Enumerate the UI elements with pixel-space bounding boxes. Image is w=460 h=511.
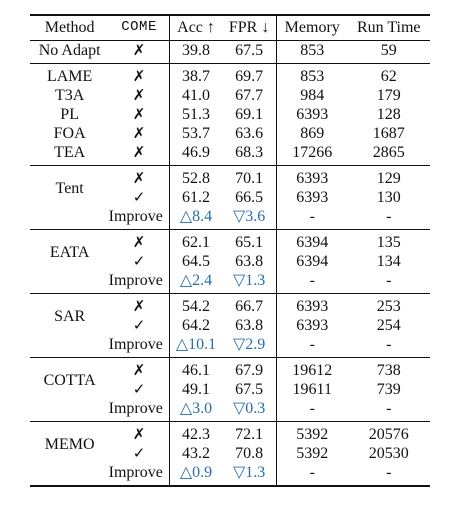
- method-cell-tent: Tent: [30, 166, 109, 208]
- acc-cell: 42.3: [169, 422, 222, 445]
- acc-cell: 62.1: [169, 230, 222, 253]
- table-row-tent-base: [30, 166, 430, 189]
- fpr-improve-cell: ▽1.3: [232, 272, 266, 289]
- table-row-tea: [30, 143, 430, 166]
- memory-cell: -: [276, 271, 347, 294]
- memory-cell: 869: [276, 124, 347, 143]
- acc-cell: 49.1: [169, 380, 222, 399]
- fpr-cell: 66.7: [222, 294, 276, 317]
- runtime-cell: 253: [347, 294, 430, 317]
- fpr-cell: 63.8: [235, 253, 264, 270]
- memory-cell: 19612: [276, 358, 347, 381]
- acc-cell: 43.2: [169, 444, 222, 463]
- runtime-cell: 62: [347, 64, 430, 87]
- come-cell: ✗: [132, 105, 146, 123]
- come-cell: ✗: [109, 294, 169, 317]
- runtime-cell: 134: [376, 253, 401, 270]
- runtime-cell: 739: [376, 381, 401, 398]
- acc-cell: 39.8: [169, 41, 222, 64]
- table-row-eata-base: [30, 230, 430, 253]
- runtime-cell: -: [386, 272, 392, 289]
- acc-cell: 46.1: [169, 358, 222, 381]
- runtime-cell: -: [386, 400, 392, 417]
- acc-cell: 61.2: [169, 188, 222, 207]
- memory-cell: 6393: [276, 294, 347, 317]
- fpr-improve-cell: ▽2.9: [232, 336, 266, 353]
- fpr-cell: 65.1: [222, 230, 276, 253]
- table-row-pl: [30, 105, 430, 124]
- runtime-cell: -: [386, 208, 392, 225]
- fpr-cell: 70.8: [235, 445, 264, 462]
- improve-label: Improve: [30, 463, 169, 486]
- runtime-cell: 20530: [368, 445, 409, 462]
- memory-cell: 5392: [276, 422, 347, 445]
- fpr-cell: 67.9: [222, 358, 276, 381]
- table-row-no-adapt: [30, 41, 430, 64]
- memory-cell: 6394: [276, 252, 347, 271]
- header-acc: Acc ↑: [169, 15, 222, 41]
- memory-cell: 6393: [276, 105, 347, 124]
- acc-improve-cell: △0.9: [169, 463, 222, 486]
- memory-cell: 6393: [276, 166, 347, 189]
- runtime-cell: 254: [376, 317, 401, 334]
- memory-cell: -: [276, 207, 347, 230]
- memory-cell: 6393: [276, 316, 347, 335]
- improve-label: Improve: [108, 272, 163, 289]
- improve-label: Improve: [108, 208, 163, 225]
- table-row-foa: [30, 124, 430, 143]
- acc-improve-cell: △10.1: [169, 335, 222, 358]
- method-cell: PL: [60, 106, 79, 123]
- come-cell: ✗: [109, 358, 169, 381]
- runtime-cell: 2865: [372, 144, 405, 161]
- fpr-cell: 70.1: [222, 166, 276, 189]
- table-row-cotta-improve: [30, 399, 430, 422]
- fpr-cell: 69.7: [222, 64, 276, 87]
- method-cell-memo: MEMO: [30, 422, 109, 464]
- runtime-cell: 128: [376, 106, 401, 123]
- table-row-cotta-base: [30, 358, 430, 381]
- table-row-tent-improve: [30, 207, 430, 230]
- memory-cell: 984: [276, 86, 347, 105]
- come-cell: ✗: [132, 86, 146, 104]
- acc-cell: 41.0: [169, 86, 222, 105]
- table-row-sar-improve: [30, 335, 430, 358]
- memory-cell: 19611: [276, 380, 347, 399]
- method-cell: T3A: [54, 87, 85, 104]
- acc-cell: 52.8: [169, 166, 222, 189]
- runtime-cell: 20576: [347, 422, 430, 445]
- fpr-improve-cell: ▽1.3: [222, 463, 276, 486]
- runtime-cell: 130: [376, 189, 401, 206]
- method-cell: TEA: [54, 144, 86, 161]
- runtime-cell: 129: [347, 166, 430, 189]
- come-cell: ✗: [109, 64, 169, 87]
- come-cell: ✗: [132, 124, 146, 142]
- improve-label: Improve: [108, 400, 163, 417]
- header-come: COME: [109, 15, 169, 41]
- acc-cell: 38.7: [169, 64, 222, 87]
- come-cell: ✗: [109, 422, 169, 445]
- fpr-improve-cell: ▽0.3: [232, 400, 266, 417]
- come-cell: ✓: [132, 380, 146, 398]
- come-cell: ✓: [132, 188, 146, 206]
- acc-cell: 46.9: [169, 143, 222, 166]
- acc-cell: 53.7: [169, 124, 222, 143]
- fpr-cell: 63.6: [235, 125, 264, 142]
- header-row: [30, 15, 430, 41]
- memory-cell: 17266: [276, 143, 347, 166]
- method-cell: FOA: [53, 125, 86, 142]
- come-cell: ✗: [132, 143, 146, 161]
- header-runtime: Run Time: [347, 15, 430, 41]
- fpr-cell: 69.1: [235, 106, 264, 123]
- come-cell: ✓: [132, 444, 146, 462]
- header-method: Method: [30, 15, 109, 41]
- fpr-cell: 66.5: [235, 189, 264, 206]
- method-cell: LAME: [30, 64, 109, 87]
- table-row-t3a: [30, 86, 430, 105]
- come-cell: ✗: [132, 41, 146, 59]
- fpr-cell: 68.3: [235, 144, 264, 161]
- acc-improve-cell: △3.0: [169, 399, 222, 422]
- runtime-cell: -: [347, 463, 430, 486]
- table-row-eata-improve: [30, 271, 430, 294]
- results-table: [30, 14, 430, 487]
- acc-cell: 51.3: [169, 105, 222, 124]
- runtime-cell: 59: [380, 42, 397, 59]
- memory-cell: 853: [276, 41, 347, 64]
- method-cell-sar: SAR: [30, 294, 109, 336]
- fpr-cell: 72.1: [222, 422, 276, 445]
- header-fpr: FPR ↓: [222, 15, 276, 41]
- acc-cell: 64.2: [169, 316, 222, 335]
- fpr-cell: 63.8: [235, 317, 264, 334]
- method-cell: No Adapt: [38, 42, 101, 59]
- acc-cell: 64.5: [169, 252, 222, 271]
- memory-cell: 5392: [276, 444, 347, 463]
- runtime-cell: 1687: [372, 125, 405, 142]
- table-row-memo-base: [30, 422, 430, 445]
- memory-cell: 6393: [276, 188, 347, 207]
- fpr-cell: 67.5: [235, 42, 264, 59]
- acc-cell: 54.2: [169, 294, 222, 317]
- runtime-cell: -: [386, 336, 392, 353]
- memory-cell: -: [276, 335, 347, 358]
- header-memory: Memory: [276, 15, 347, 41]
- table-row-lame: [30, 64, 430, 87]
- come-cell: ✗: [109, 166, 169, 189]
- runtime-cell: 179: [376, 87, 401, 104]
- come-cell: ✓: [132, 252, 146, 270]
- come-cell: ✗: [109, 230, 169, 253]
- memory-cell: 6394: [276, 230, 347, 253]
- runtime-cell: 135: [347, 230, 430, 253]
- method-cell-cotta: COTTA: [30, 358, 109, 400]
- method-cell-eata: EATA: [30, 230, 109, 272]
- fpr-cell: 67.5: [235, 381, 264, 398]
- acc-improve-cell: △2.4: [169, 271, 222, 294]
- memory-cell: -: [276, 399, 347, 422]
- acc-improve-cell: △8.4: [169, 207, 222, 230]
- improve-label: Improve: [108, 336, 163, 353]
- memory-cell: 853: [276, 64, 347, 87]
- runtime-cell: 738: [347, 358, 430, 381]
- fpr-cell: 67.7: [235, 87, 264, 104]
- memory-cell: -: [276, 463, 347, 486]
- table-row-memo-improve: [30, 463, 430, 486]
- results-table-container: [30, 14, 430, 487]
- table-row-sar-base: [30, 294, 430, 317]
- come-cell: ✓: [132, 316, 146, 334]
- fpr-improve-cell: ▽3.6: [232, 208, 266, 225]
